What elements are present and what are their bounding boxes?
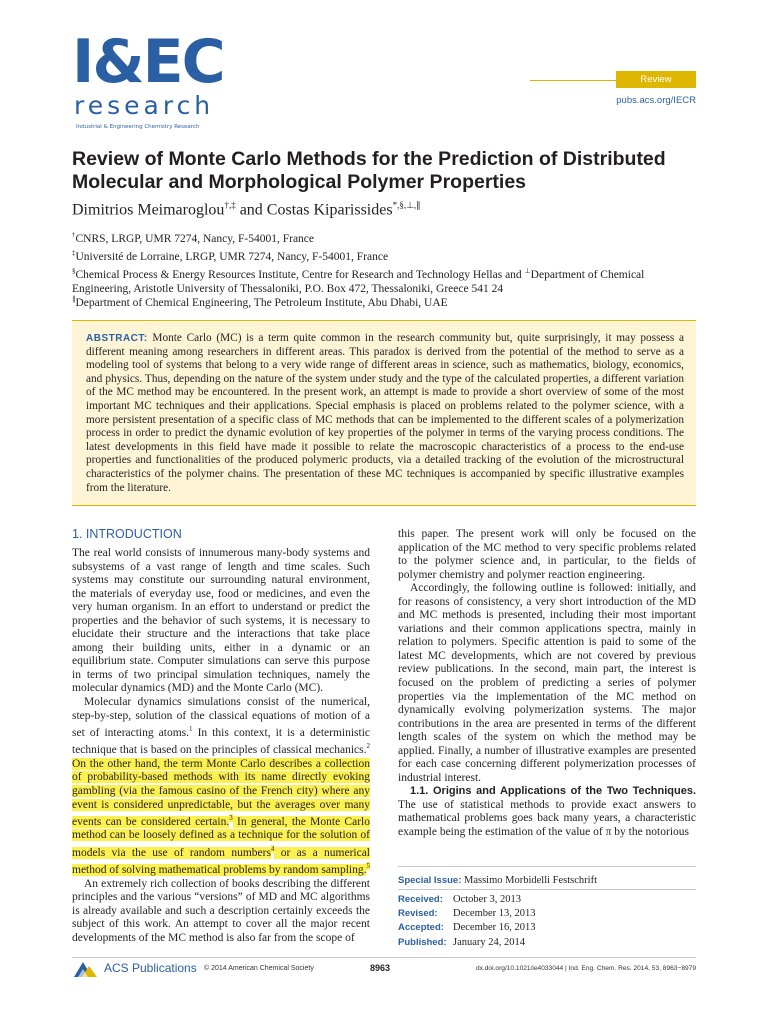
left-column (72, 547, 370, 945)
journal-logo-tagline: Industrial & Engineering Chemistry Research (76, 124, 200, 130)
reference-mark[interactable]: 2 (366, 742, 370, 751)
article-title: Review of Monte Carlo Methods for the Prediction of Distributed Molecular and Morphological Polymer Properties (72, 148, 666, 193)
right-column (398, 528, 696, 840)
subsection-heading: 1.1. Origins and Applications of the Two Techniques. (410, 785, 696, 798)
journal-logo: I&EC (72, 27, 224, 97)
highlighted-text: In general, the Monte Carlo method can be loosely defined as a technique for the solution of models via the use of random numbers (72, 815, 370, 859)
abstract-label: ABSTRACT: (86, 333, 148, 344)
acs-logo-icon (72, 958, 100, 980)
revised-date-row (398, 907, 536, 921)
author-separator: and (235, 201, 267, 219)
affiliation-text: CNRS, LRGP, UMR 7274, Nancy, F-54001, France (75, 232, 315, 245)
reference-mark[interactable]: 1 (189, 725, 193, 734)
divider (398, 889, 696, 890)
special-issue-value: Massimo Morbidelli Festschrift (464, 875, 597, 886)
author-list (72, 195, 421, 220)
highlighted-text: or as a numerical method of solving mathematical problems by random sampling. (72, 846, 370, 877)
affiliation-mark: † (72, 231, 76, 239)
affiliation-text: Department of Chemical Engineering, The Petroleum Institute, Abu Dhabi, UAE (75, 296, 448, 309)
affiliation-mark: § (72, 267, 76, 275)
paragraph-text: The use of statistical methods to provide exact answers to mathematical problems goes back many years, a characteristic example being the estimation of the value of π by the notorious (398, 798, 696, 839)
published-date-row (398, 936, 536, 950)
author-affiliation-marks: *,§,⊥,∥ (392, 200, 421, 210)
affiliation (72, 246, 702, 264)
paragraph (72, 696, 370, 878)
published-date: January 24, 2014 (453, 936, 526, 948)
author-name: Costas Kiparissides (266, 201, 393, 219)
paragraph-text: In this context, it is a deterministic technique that is based on the principles of classical mechanics. (72, 726, 371, 757)
copyright: © 2014 American Chemical Society (204, 965, 314, 972)
divider (398, 866, 696, 867)
paragraph: Accordingly, the following outline is followed: initially, and for reasons of consistency, a very short introduction of the MD and MC methods is presented, including their most important variations and their common applications spectra, mainly in relation to polymers. Specific attention is paid to some of the latest MC developments, which are not covered by previous review publications. In the second, main part, the interest is focused on the problem of predicting a series of polymer properties via the implementation of the MC method on dynamically evolving polymerization systems. The major contributions in the area are presented in terms of the different length scales of the system on which the method may be applied. Finally, a number of illustrative examples are presented for each case concerning different polymerization processes of industrial interest. (398, 582, 696, 784)
journal-url-link[interactable]: pubs.acs.org/IECR (616, 95, 696, 106)
received-date: October 3, 2013 (453, 894, 521, 905)
affiliation-text: Department of Chemical Engineering, Aristotle University of Thessaloniki, P.O. Box 472, Thessaloniki, Greece 541 24 (72, 268, 645, 296)
special-issue-label: Special Issue: (398, 875, 462, 886)
page-number: 8963 (370, 963, 391, 973)
affiliation (72, 228, 702, 246)
affiliation-mark: ‡ (72, 249, 76, 257)
footer-divider (72, 957, 696, 958)
author-affiliation-marks: †,‡ (224, 200, 236, 210)
affiliation-mark: ∥ (72, 295, 76, 303)
journal-logo-subtitle: research (74, 91, 215, 120)
accepted-date: December 16, 2013 (453, 922, 536, 934)
revised-date: December 13, 2013 (453, 908, 536, 920)
paragraph (398, 785, 696, 839)
paragraph: An extremely rich collection of books describing the different principles and the various “versions” of MD and MC algorithms is already available and such a description certainly exceeds the subject of this work. An attempt to cover all the major recent developments of the MC method is also far from the scope of (72, 877, 370, 944)
paragraph-text: Molecular dynamics simulations consist of the numerical, step-by-step, solution of the classical equations of motion of a set of interacting atoms. (72, 696, 370, 739)
received-date-row (398, 893, 536, 907)
doi-citation[interactable]: dx.doi.org/10.1021/ie4033044 | Ind. Eng. Chem. Res. 2014, 53, 8963−8979 (475, 965, 696, 972)
reference-mark[interactable]: 3 (229, 814, 233, 823)
article-dates (398, 893, 536, 950)
reference-mark[interactable]: 4 (270, 844, 275, 853)
reference-mark[interactable]: 5 (366, 862, 370, 871)
section-heading: 1. INTRODUCTION (72, 527, 182, 541)
highlighted-text: On the other hand, the term Monte Carlo describes a collection of probability-based methods with its name directly evoking gambling (via the famous casino of the French city) where any event is considered unpredictable, but the averages over many events can be considered certain. (72, 757, 370, 828)
article-type-badge: Review (616, 71, 696, 88)
paragraph: The real world consists of innumerous many-body systems and subsystems of a vast range of length and time scales. Such systems may constitute our surrounding natural environment, the materials of everyday use, food or medicines, and even the very human organism. In an effort to understand or predict the properties and the behavior of such systems, it is necessary to elucidate their structure and the interactions that take place among their building units, either in a dynamic or an equilibrium state. Computer simulations can serve this purpose in terms of two principal simulation techniques, namely the molecular dynamics (MD) and the Monte Carlo (MC). (72, 547, 370, 695)
affiliation-text: Chemical Process & Energy Resources Institute, Centre for Research and Technology Hellas and (75, 268, 525, 281)
special-issue (398, 875, 597, 886)
paragraph: this paper. The present work will only be focused on the application of the MC method to very specific problems related to the polymer science and, in particular, to the fields of polymer chemistry and polymer reaction engineering. (398, 528, 696, 581)
affiliation (72, 292, 702, 310)
publisher-name: ACS Publications (104, 961, 197, 975)
affiliation-mark: ⊥ (524, 267, 531, 275)
author-name: Dimitrios Meimaroglou (72, 201, 225, 219)
received-label: Received: (398, 894, 443, 905)
accepted-label: Accepted: (398, 922, 444, 934)
abstract-text: Monte Carlo (MC) is a term quite common in the research community but, quite surprisingly, it may possess a different meaning among researchers in different areas. This paradox is derived from the potential of the method to serve as a modeling tool of systems that belong to a very wide range of different areas in science, such as mathematics, biology, economics, and physics. Thus, depending on the nature of the system under study and the type of the calculated properties, a different variation of the MC method may be encountered. In the present work, an attempt is made to provide a short overview of some of the most important MC techniques and their applications. Special emphasis is placed on problems related to the polymer science, with a more persistent presentation of a specific class of MC methods that can be implemented to the different scales of a polymerization process in order to predict the dynamic evolution of key properties of the polymer in terms of the varying process conditions. The latest developments in this field have made it possible to relate the macroscopic characteristics of a process to the end-use properties and functionalities of the produced polymeric products, via a detailed tracking of the evolution of the microstructural characteristics of the polymer chains. The presentation of these MC techniques is accompanied by specific illustrative examples from the literature. (86, 332, 684, 494)
accepted-date-row (398, 921, 536, 935)
abstract (86, 332, 684, 495)
revised-label: Revised: (398, 908, 438, 920)
published-label: Published: (398, 936, 447, 948)
affiliation-text: Université de Lorraine, LRGP, UMR 7274, Nancy, F-54001, France (75, 250, 389, 263)
